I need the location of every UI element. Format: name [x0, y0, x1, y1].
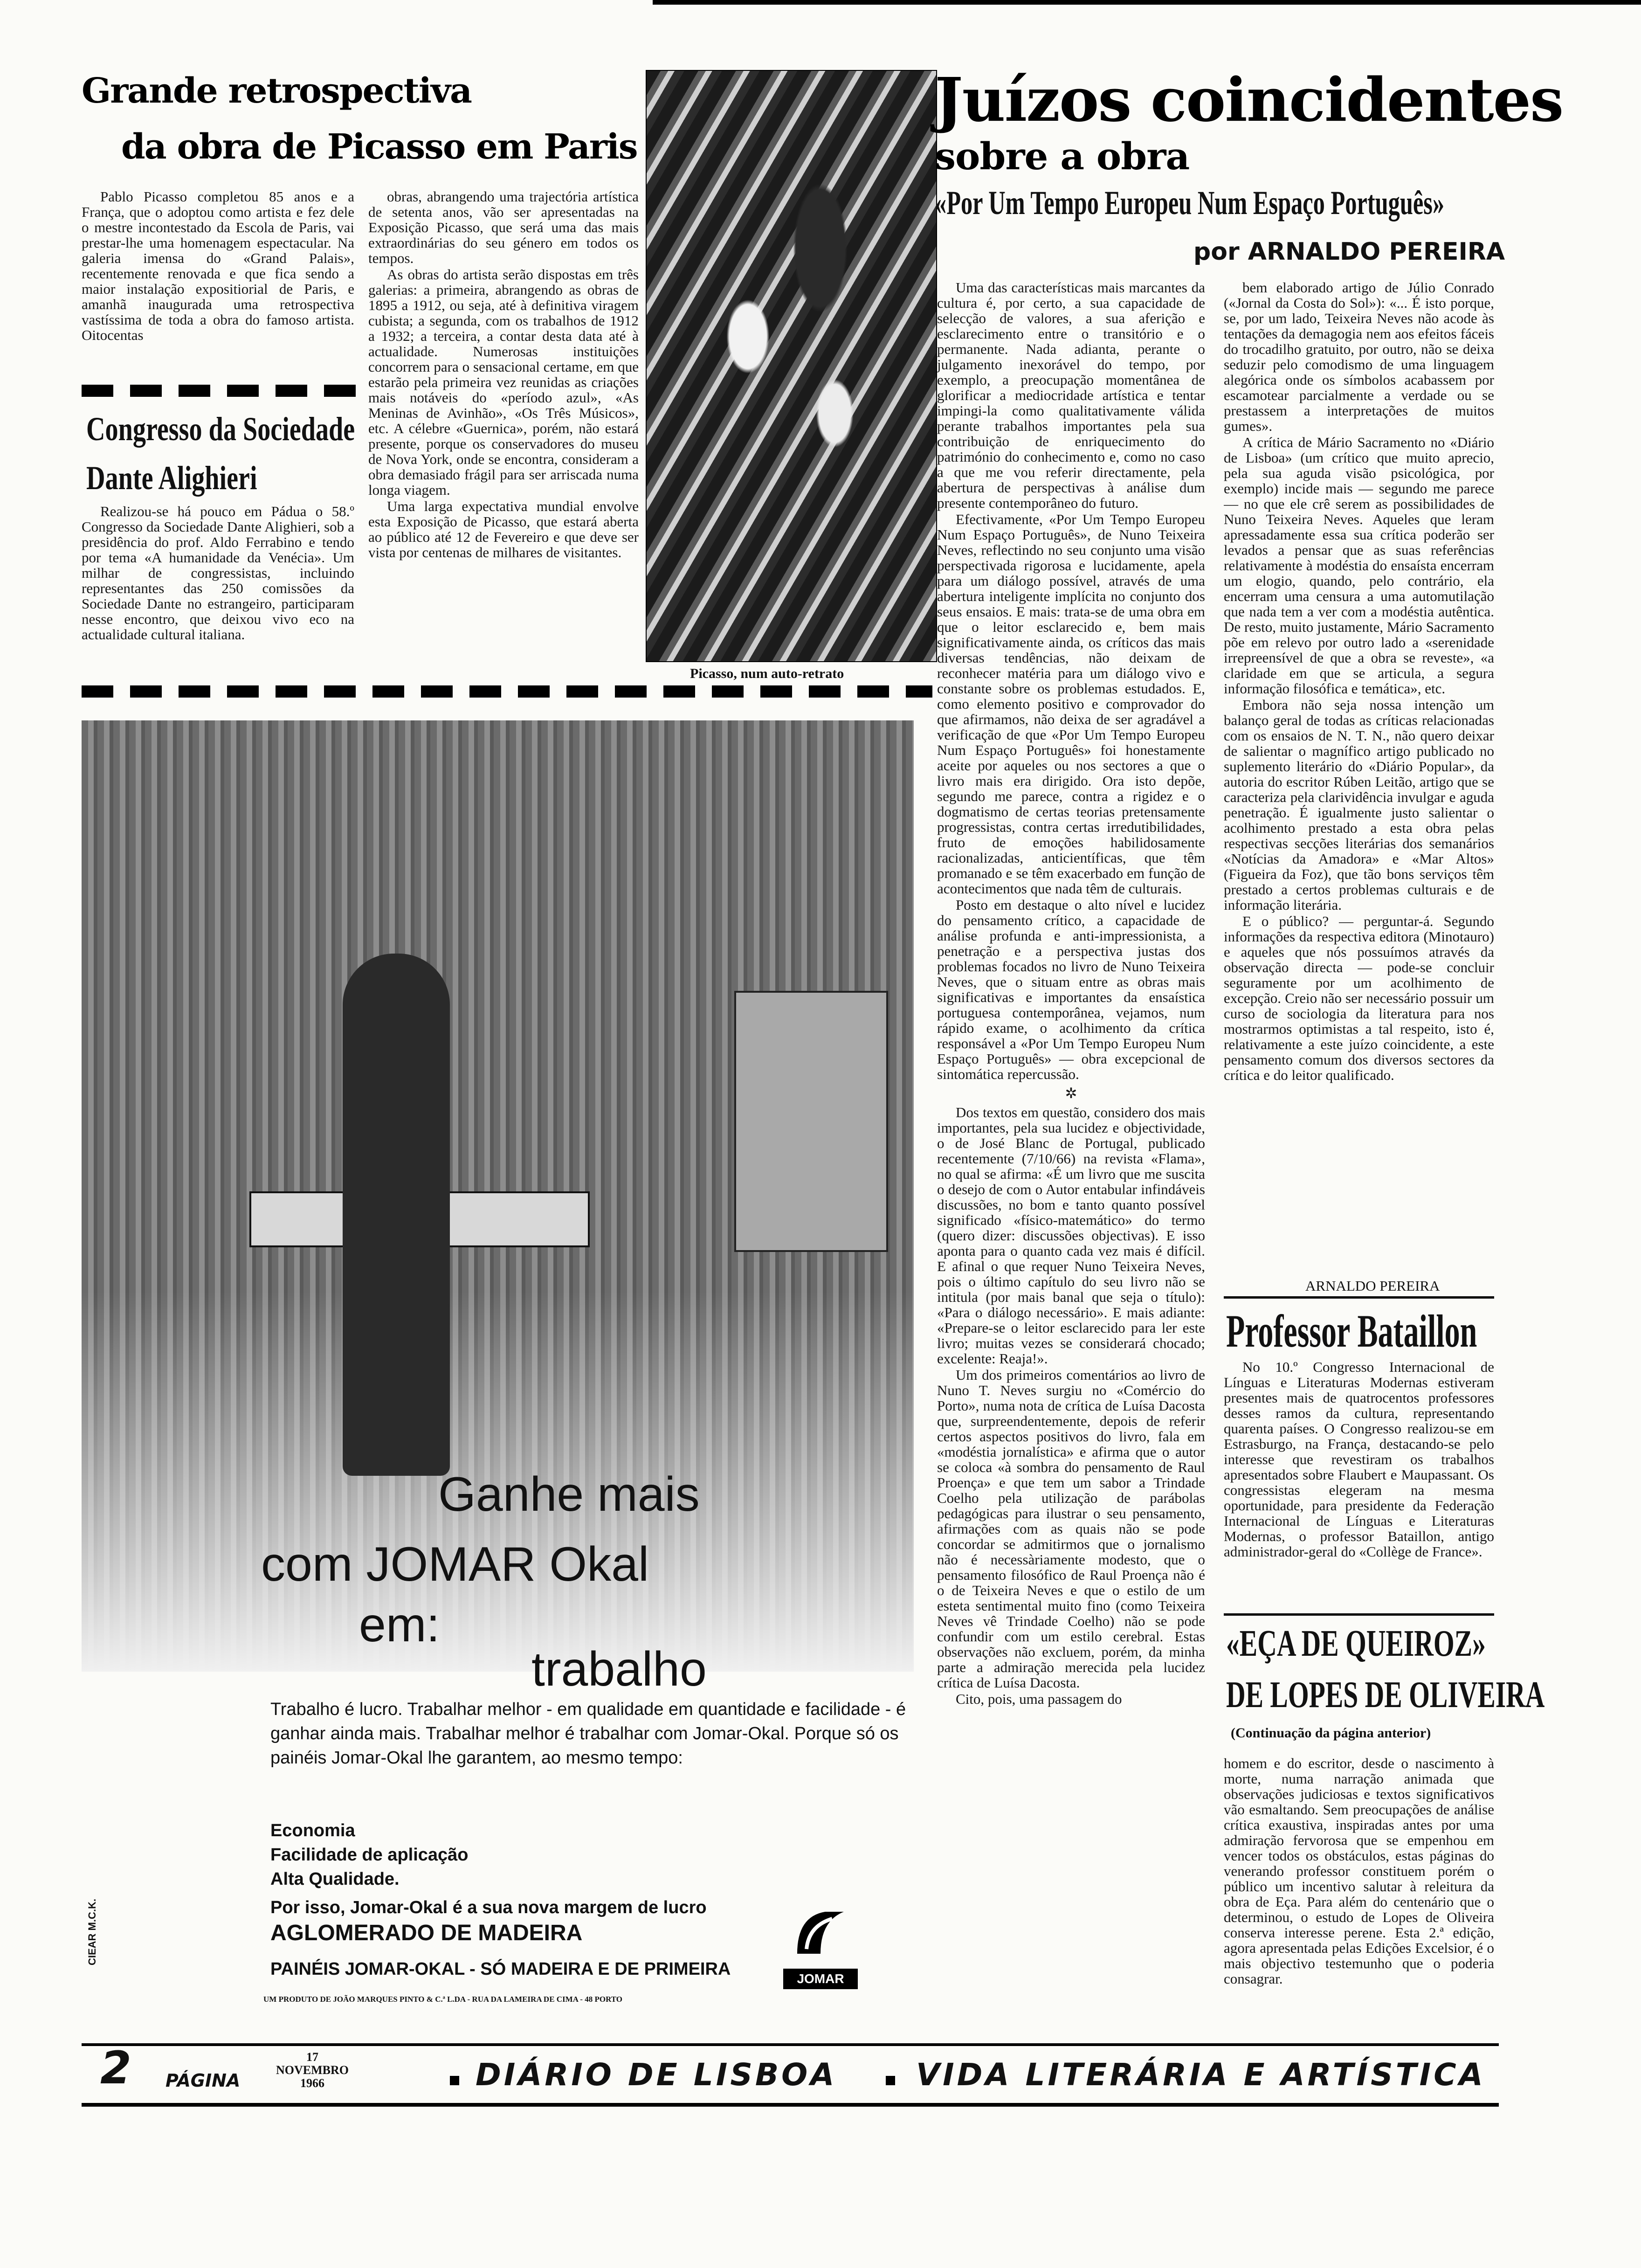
footer-bottom-rule: [82, 2103, 1499, 2107]
footer-page-label: PÁGINA: [165, 2070, 241, 2091]
juizos-column-a: Uma das características mais marcantes da cultura é, por certo, a sua capacidade de selecção de valores, a sua aferição e esclarecimento entre o transitório e o permanente. Nada adianta, perante o julgamento inexorável do tempo, por exemplo, a preocupação momentânea de glorificar a mediocridade artística e tentar impingi-la como qualitativamente válida perante trabalhos importantes pela sua contribuição de enriquecimento do património do conhecimento e, como no caso a que me vou referir directamente, pela abertura de perspectivas à análise dum presente contemporâneo do futuro. Efectivamente, «Por Um Tempo Europeu Num Espaço Português», de Nuno Teixeira Neves, reflectindo no seu conjunto uma visão perspectivada rigorosa e lucidamente, apela para um diálogo possível, através de uma abertura inteligente implícita no conjunto dos seus ensaios. E mais: trata-se de uma obra em que o leitor esclarecido e, bem mais significativamente ainda, os críticos das mais diversas tendências, não deixam de reconhecer matéria para um diálogo vivo e constante sobre os problemas estudados. E, como elemento positivo e comprovador do que afirmamos, não deixa de ser agradável a verificação de que «Por Um Tempo Europeu Num Espaço Português» foi honestamente aceite por aqueles ou nos sectores a que o livro mais era dirigido. Ora isto depõe, segundo me parece, contra a rigidez e o dogmatismo de certas teorias pretensamente progressistas, contra certas irredutibilidades, fruto de emoções habilidosamente racionalizadas, anticientíficas, que têm promanado e se têm exacerbado em função de acontecimentos que nada têm de culturais. Posto em destaque o alto nível e lucidez do pensamento crítico, a capacidade de análise profunda e anti-impressionista, a penetração e a perspectiva justas dos problemas focados no livro de Nuno Teixeira Neves, que o situam entre as obras mais significativas e importantes da ensaística portuguesa contemporânea, vejamos, num rápido exame, o acolhimento da crítica responsável a «Por Um Tempo Europeu Num Espaço Português» — obra excepcional de sintomática repercussão. ✲ Dos textos em questão, considero dos mais importantes, pela sua lucidez e objectividade, o de José Blanc de Portugal, publicado recentemente (7/10/66) na revista «Flama», no qual se afirma: «É um livro que me suscita o desejo de com o Autor entabular infindáveis discussões, no bom e tanto quanto possível significado «físico-matemático» do termo (quero dizer: discussões objectivas). E isso aponta para o quanto cada vez mais é difícil. E afinal o que requer Nuno Teixeira Neves, pois o último capítulo do seu livro não se intitula (por mais banal que seja o título): «Para o diálogo necessário». E mais adiante: «Prepare-se o leitor esclarecido para ler este livro; muitas vezes se considerará chocado; excelente: Reaja!». Um dos primeiros comentários ao livro de Nuno T. Neves surgiu no «Comércio do Porto», numa nota de crítica de Luísa Dacosta que, surpreendentemente, depois de referir certos aspectos positivos do livro, fala em «modéstia jornalística» e afirma que o autor se coloca «à sombra do pensamento de Raul Proença» e que tem um sabor a Trindade Coelho pela utilização de parábolas pedagógicas para ilustrar o seu pensamento, afirmações com as quais não se pode concordar se admitirmos que o jornalismo não é necessàriamente modesto, que o pensamento filosófico de Raul Proença não é o de Teixeira Neves e que o estilo de um esteta sentimental muito fino (como Teixeira Neves vê Trindade Coelho) não se pode confundir com um estilo cerebral. Estas observações não excluem, porém, da minha parte a admiração merecida pela lucidez crítica de Luísa Dacosta. Cito, pois, uma passagem do: [937, 280, 1205, 1707]
eca-headline-line2: DE LOPES DE OLIVEIRA: [1226, 1674, 1545, 1715]
ad-headline-line4: trabalho: [531, 1642, 707, 1696]
bataillon-headline: Professor Bataillon: [1226, 1305, 1477, 1357]
ad-agency-credit: CIEAR M.C.K.: [86, 1899, 98, 1965]
dante-headline-line1: Congresso da Sociedade: [86, 410, 355, 448]
ad-body: Trabalho é lucro. Trabalhar melhor - em qualidade em quantidade e facilidade - é ganhar ainda mais. Trabalhar melhor é trabalhar com Jomar-Okal. Porque só os painéis Jomar-Okal lhe garantem, ao mesmo tempo:: [270, 1700, 906, 1768]
ad-producer: UM PRODUTO DE JOÃO MARQUES PINTO & C.ª L.DA - RUA DA LAMEIRA DE CIMA - 48 PORTO: [263, 1995, 623, 2004]
picasso-body-col2: obras, abrangendo uma trajectória artística de setenta anos, vão ser apresentadas na Exposição Picasso, que será uma das mais extraordinárias do seu género em todos os tempos. As obras do artista serão dispostas em três galerias: a primeira, abrangendo as obras de 1895 a 1912, ou seja, até à definitiva viragem cubista; a segunda, com os trabalhos de 1912 a 1932; a terceira, a contar desta data até à actualidade. Numerosas instituições concorrem para o sensacional certame, em que estarão pela primeira vez reunidas as criações mais notáveis do «período azul», «As Meninas de Avinhão», «Os Três Músicos», etc. A célebre «Guernica», porém, não estará presente, porque os conservadores do museu de Nova York, onde se encontra, consideram a obra demasiado frágil para ser arriscada numa longa viagem. Uma larga expectativa mundial envolve esta Exposição de Picasso, que estará aberta ao público até 12 de Fevereiro e que deve ser vista por centenas de milhares de visitantes.: [368, 189, 639, 560]
ad-product: AGLOMERADO DE MADEIRA: [270, 1921, 583, 1945]
benefit-item: Facilidade de aplicação: [270, 1845, 469, 1865]
ad-tagline: PAINÉIS JOMAR-OKAL - SÓ MADEIRA E DE PRIMEIRA: [270, 1959, 731, 1979]
ad-benefit-list: [270, 1819, 469, 1891]
juizos-byline: por ARNALDO PEREIRA: [1193, 238, 1505, 266]
juizos-work-title: «Por Um Tempo Europeu Num Espaço Português»: [935, 184, 1445, 221]
footer-date-day: 17: [306, 2050, 318, 2064]
footer-date-year: 1966: [300, 2076, 324, 2090]
ad-margin-line: Por isso, Jomar-Okal é a sua nova margem de lucro: [270, 1898, 707, 1917]
eca-note: (Continuação da página anterior): [1231, 1725, 1431, 1741]
bataillon-end-rule: [1224, 1613, 1494, 1616]
dante-headline-line2: Dante Alighieri: [86, 459, 257, 497]
dante-body: Realizou-se há pouco em Pádua o 58.º Congresso da Sociedade Dante Alighieri, sob a presidência do prof. Aldo Ferrabino e tendo por tema «A humanidade da Venécia». Um milhar de congressistas, incluindo representantes das 250 comissões da Sociedade Dante no estrangeiro, participaram nesse encontro, que deixou vivo eco na actualidade cultural italiana.: [82, 504, 354, 643]
top-rule: [653, 0, 1641, 5]
benefit-item: Alta Qualidade.: [270, 1869, 400, 1889]
picasso-headline-line2: da obra de Picasso em Paris: [121, 127, 637, 167]
benefit-item: Economia: [270, 1821, 355, 1840]
jomar-logo-icon: [788, 1902, 853, 1968]
juizos-column-b: bem elaborado artigo de Júlio Conrado («Jornal da Costa do Sol»): «... É isto porque, se, por um lado, Teixeira Neves não acode às tentações da demagogia nem aos efeitos fáceis do trocadilho gratuito, por outro, não se deixa seduzir pelo comodismo de uma linguagem alegórica onde os símbolos acabassem por escamotear parcialmente a verdade ou se prestassem a interpretações de muitos gumes». A crítica de Mário Sacramento no «Diário de Lisboa» (um crítico que muito aprecio, pela sua aguda visão psicológica, por exemplo) incide mais — segundo me parece — no que ele crê serem as possibilidades de Nuno Teixeira Neves. Aqueles que leram apressadamente essa sua crítica poderão ser levados a pensar que as suas referências relativamente à modéstia do ensaísta encerram um elogio, quando, pelo contrário, ela encerram uma censura a uma automutilação que nada tem a ver com a modéstia autêntica. De resto, muito justamente, Mário Sacramento põe em relevo por outro lado a «serenidade irrepreensível de que a obra se reveste», «a claridade em que se articula, a segura informação filosófica e temática», etc. Embora não seja nossa intenção um balanço geral de todas as críticas relacionadas com os ensaios de N. T. N., não quero deixar de salientar o magnífico artigo publicado no suplemento literário do «Diário Popular», da autoria do escritor Rúben Leitão, artigo que se caracteriza pela clarividência invulgar e aguda penetração. É igualmente justo salientar o acolhimento prestado a esta obra pelas respectivas secções literárias dos semanários «Notícias da Amadora» e «Mar Altos» (Figueira da Foz), que tão bons serviços têm prestado a certos problemas culturais e de informação literária. E o público? — perguntar-á. Segundo informações da respectiva editora (Minotauro) e aqueles que nós possuímos através da observação directa — pode-se concluir seguramente por um acolhimento de excepção. Creio não ser necessário possuir um curso de sociologia da literatura para nos mostrarmos optimistas a tal respeito, isto é, relativamente a este juízo coincidente, a este pensamento comum dos diversos sectores da crítica e do leitor qualificado.: [1224, 280, 1494, 1083]
footer-date-month: NOVEMBRO: [276, 2063, 349, 2077]
worker-figure: [343, 954, 450, 1476]
footer-page-number: 2: [100, 2042, 131, 2094]
footer-top-rule: [82, 2043, 1499, 2046]
footer-section-name: VIDA LITERÁRIA E ARTÍSTICA: [916, 2057, 1486, 2093]
footer-newspaper-name: DIÁRIO DE LISBOA: [476, 2057, 837, 2093]
bataillon-rule: [1224, 1296, 1494, 1299]
separator-dashes: [82, 385, 357, 397]
jomar-ad-photo: [82, 720, 914, 1672]
separator-dashes-wide: [82, 685, 932, 698]
footer-bullet-2: [886, 2076, 895, 2085]
juizos-subtitle: sobre a obra: [935, 134, 1190, 178]
ad-headline-line1: Ganhe mais: [438, 1467, 700, 1521]
footer-bullet-1: [450, 2076, 459, 2085]
juizos-title: Juízos coincidentes: [935, 65, 1563, 135]
cabinet-shape: [734, 991, 888, 1252]
ad-headline-line2: com JOMAR Okal: [261, 1537, 649, 1591]
picasso-caption: Picasso, num auto-retrato: [690, 666, 844, 681]
bataillon-body: No 10.º Congresso Internacional de Línguas e Literaturas Modernas estiveram presentes mais de quatrocentos professores desses ramos da cultura, representando quarenta países. O Congresso realizou-se em Estrasburgo, na França, destacando-se pelo interesse que revestiram os trabalhos apresentados sobre Flaubert e Maupassant. Os congressistas elegeram na mesma oportunidade, para presidente da Federação Internacional de Línguas e Literaturas Modernas, o professor Bataillon, antigo administrador-geral do «Collège de France».: [1224, 1359, 1494, 1560]
eca-body: homem e do escritor, desde o nascimento à morte, numa narração animada que observações judiciosas e textos significativos vão esmaltando. Sem preocupações de análise crítica exaustiva, inspiradas antes por uma admiração fervorosa que se empenhou em vencer todos os obstáculos, estas páginas do venerando professor constituem porém o público um incentivo salutar à releitura da obra de Eça. Para além do centenário que o determinou, o estudo de Lopes de Oliveira conserva interesse perene. Esta 2.ª edição, agora apresentada pelas Edições Excelsior, é o mais objectivo testemunho que o poderia consagrar.: [1224, 1756, 1494, 1987]
picasso-body-col1: Pablo Picasso completou 85 anos e a França, que o adoptou como artista e fez dele o mestre incontestado da Escola de Paris, vai prestar-lhe uma homenagem espectacular. Na galeria imensa do «Grand Palais», recentemente renovada e que fica sendo a maior instalação expositiorial de Paris, e amanhã inaugurada uma retrospectiva vastíssima de toda a obra do famoso artista. Oitocentas: [82, 189, 354, 343]
eca-headline-line1: «EÇA DE QUEIROZ»: [1226, 1623, 1486, 1664]
ad-headline-line3: em:: [359, 1598, 440, 1652]
picasso-headline-line1: Grande retrospectiva: [82, 71, 471, 111]
jomar-logo-label: JOMAR: [783, 1969, 858, 1989]
picasso-self-portrait-image: [646, 70, 937, 662]
footer-date: [256, 2051, 368, 2090]
section-asterisk: ✲: [1065, 1085, 1077, 1101]
juizos-signature: ARNALDO PEREIRA: [1305, 1278, 1440, 1294]
